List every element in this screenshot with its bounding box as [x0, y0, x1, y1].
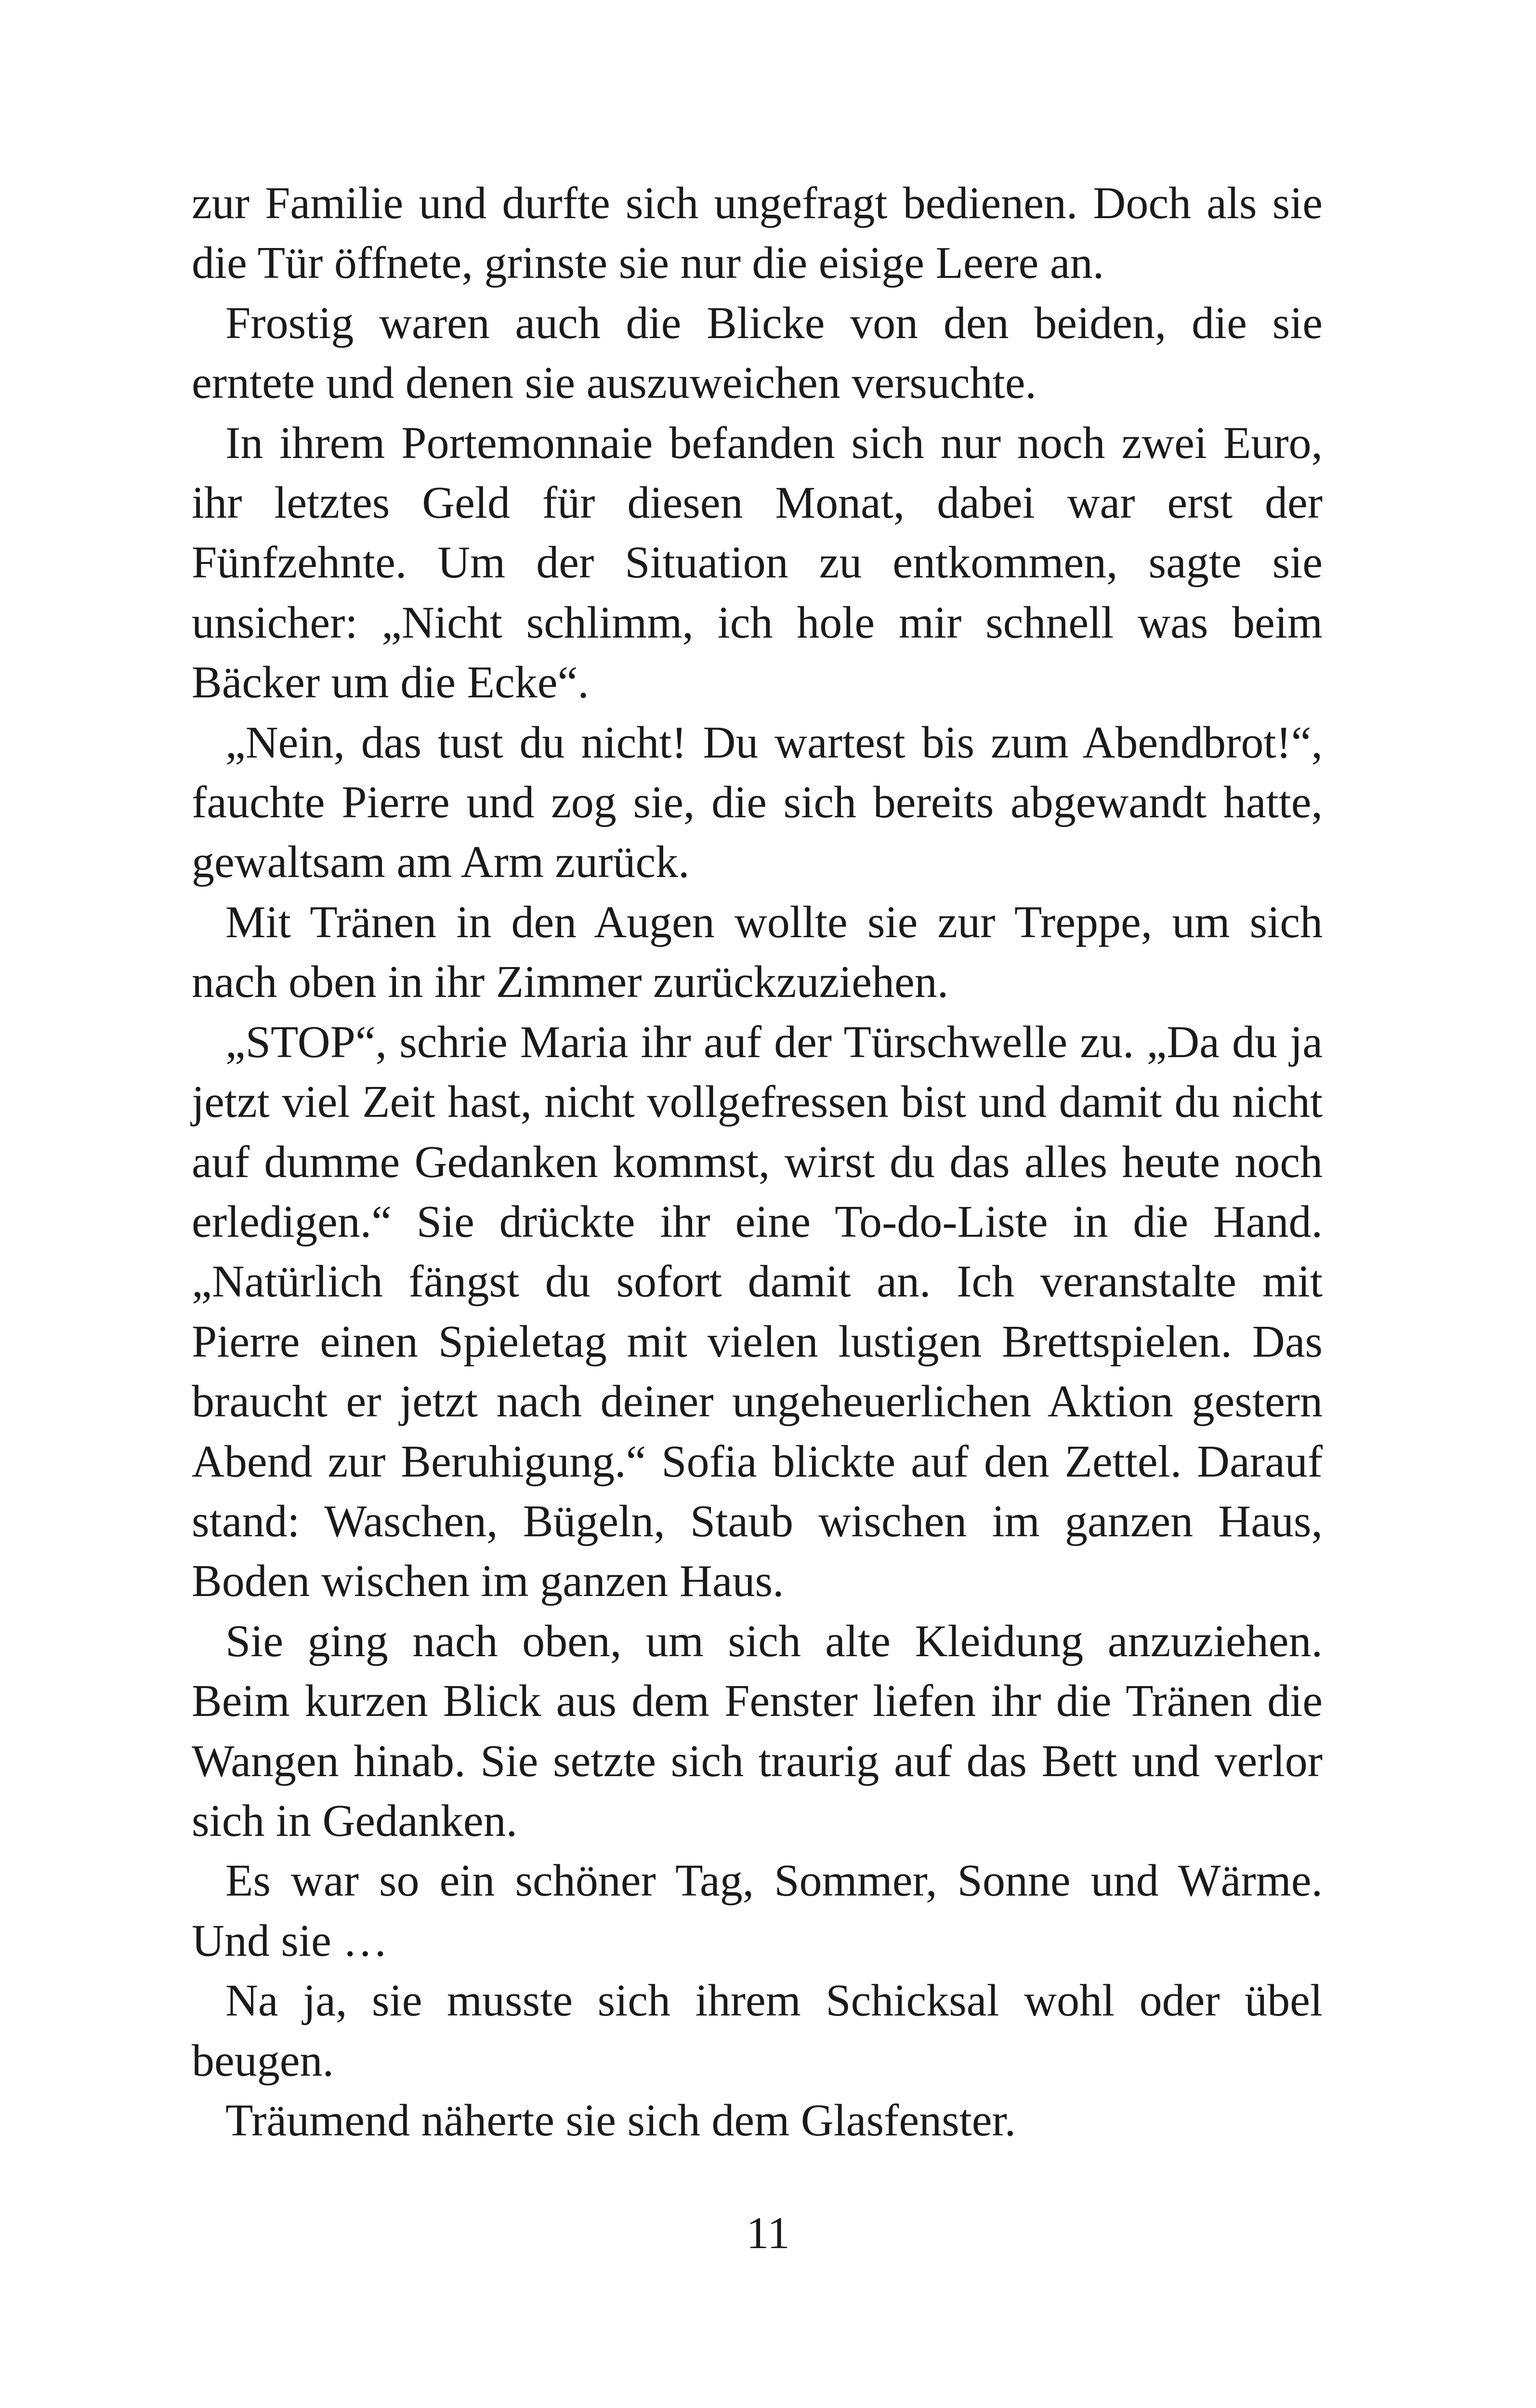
paragraph: „Nein, das tust du nicht! Du wartest bis zum Abendbrot!“, fauchte Pierre und zog sie, die sich bereits abgewandt hatte, gewaltsam am Arm zurück.: [192, 717, 1323, 888]
paragraph: „STOP“, schrie Maria ihr auf der Türschwelle zu. „Da du ja jetzt viel Zeit hast, nicht vollgefressen bist und damit du nicht auf dumme Gedanken kommst, wirst du das alles heute noch erledigen.“ Sie drückte ihr eine To-do-Liste in die Hand. „Natürlich fängst du sofort damit an. Ich veranstalte mit Pierre einen Spieletag mit vielen lustigen Brettspielen. Das braucht er jetzt nach deiner ungeheuerlichen Aktion gestern Abend zur Beruhigung.“ Sofia blickte auf den Zettel. Darauf stand: Waschen, Bügeln, Staub wischen im ganzen Haus, Boden wischen im ganzen Haus.: [192, 1017, 1323, 1607]
paragraph: Na ja, sie musste sich ihrem Schicksal wohl oder übel beugen.: [192, 1976, 1323, 2086]
paragraph: Träumend näherte sie sich dem Glasfenster.: [225, 2095, 1016, 2146]
paragraph: Frostig waren auch die Blicke von den beiden, die sie erntete und denen sie auszuweichen versuchte.: [192, 298, 1323, 408]
paragraph: Mit Tränen in den Augen wollte sie zur Treppe, um sich nach oben in ihr Zimmer zurückzuziehen.: [192, 897, 1323, 1008]
body-text: [192, 173, 1323, 2150]
page-number: 11: [746, 2208, 790, 2258]
paragraph: zur Familie und durfte sich ungefragt bedienen. Doch als sie die Tür öffnete, grinste sie nur die eisige Leere an.: [192, 178, 1323, 288]
paragraph: Sie ging nach oben, um sich alte Kleidung anzuziehen. Beim kurzen Blick aus dem Fenster liefen ihr die Tränen die Wangen hinab. Sie setzte sich traurig auf das Bett und verlor sich in Gedanken.: [192, 1616, 1323, 1846]
paragraph: In ihrem Portemonnaie befanden sich nur noch zwei Euro, ihr letztes Geld für diesen Monat, dabei war erst der Fünfzehnte. Um der Situation zu entkommen, sagte sie unsicher: „Nicht schlimm, ich hole mir schnell was beim Bäcker um die Ecke“.: [192, 418, 1323, 708]
paragraph: Es war so ein schöner Tag, Sommer, Sonne und Wärme. Und sie …: [192, 1856, 1323, 1966]
